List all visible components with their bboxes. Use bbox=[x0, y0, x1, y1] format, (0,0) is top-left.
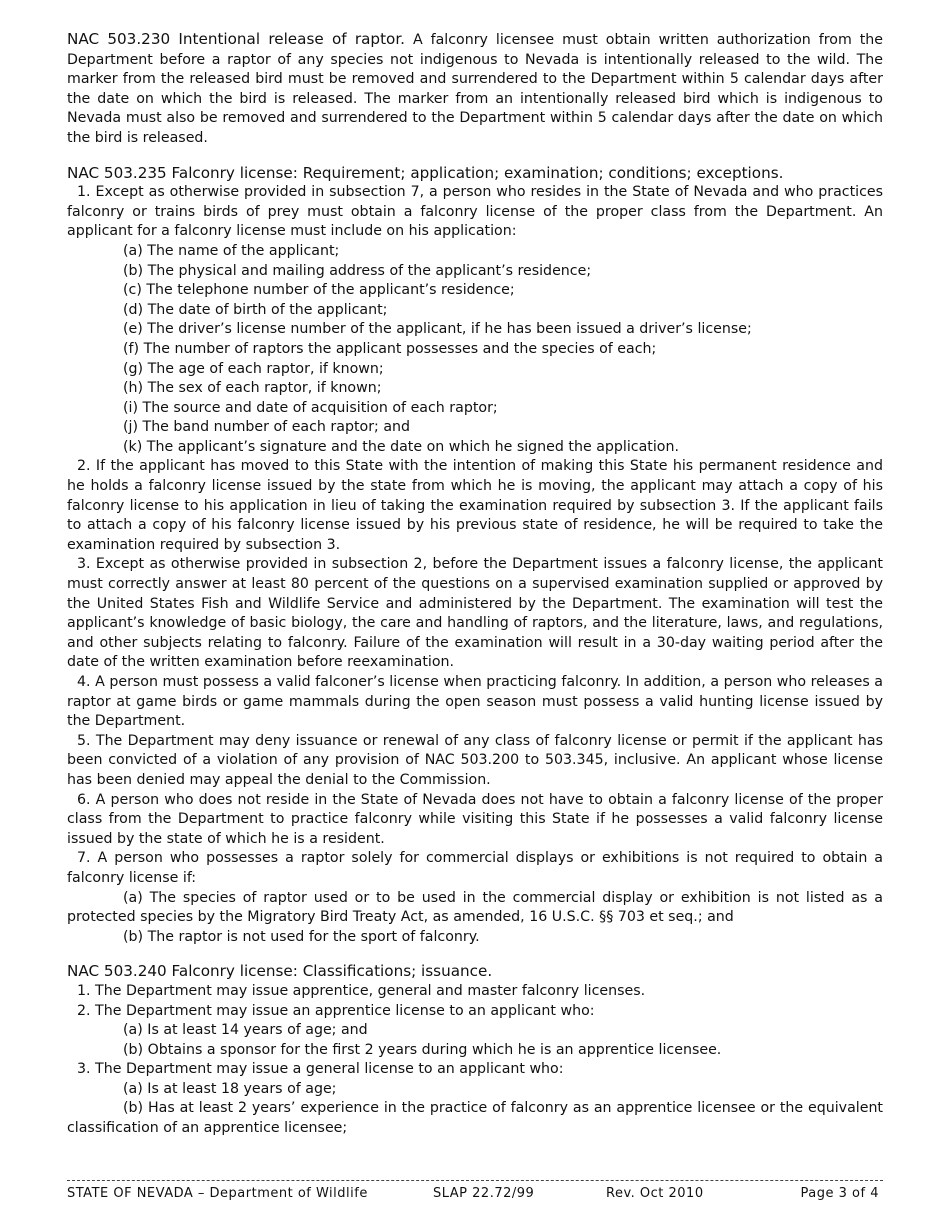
list-item: (a) The species of raptor used or to be used in the commercial display or exhibition is not listed as a protected species by the Migratory Bird Treaty Act, as amended, 16 U.S.C. §§ 703 et seq.; and bbox=[67, 889, 883, 926]
section-body: A falconry licensee must obtain written authorization from the Department before a raptor of any species not indigenous to Nevada is intentionally released to the wild. The marker from the released bird must be removed and surrendered to the Department within 5 calendar days after the date on which the bird is released. The marker from an intentionally released bird which is indigenous to Nevada must also be removed and surrendered to the Department within 5 calendar days after the date on which the bird is released. bbox=[67, 32, 883, 146]
subsection-6: 6. A person who does not reside in the State of Nevada does not have to obtain a falconry license of the proper class from the Department to practice falconry while visiting this State if he possesses a valid falconry license issued by the state of which he is a resident. bbox=[67, 791, 883, 847]
subsection-1: 1. Except as otherwise provided in subsection 7, a person who resides in the State of Nevada and who practices falconry or trains birds of prey must obtain a falconry license of the proper class from the Department. An applicant for a falconry license must include on his application: bbox=[67, 184, 883, 240]
list-item: (g) The age of each raptor, if known; bbox=[123, 360, 384, 377]
list-item: (i) The source and date of acquisition of each raptor; bbox=[123, 399, 498, 416]
section-503-230-text bbox=[67, 30, 883, 149]
footer-divider bbox=[67, 1180, 883, 1181]
subsection-2: 2. The Department may issue an apprentice license to an applicant who: bbox=[77, 1002, 595, 1019]
footer-revision: Rev. Oct 2010 bbox=[606, 1186, 704, 1201]
footer-agency: STATE OF NEVADA – Department of Wildlife bbox=[67, 1186, 368, 1201]
section-503-240 bbox=[67, 962, 883, 1138]
list-item: (b) The physical and mailing address of the applicant’s residence; bbox=[123, 262, 592, 279]
list-item: (d) The date of birth of the applicant; bbox=[123, 301, 388, 318]
footer-page-number: Page 3 of 4 bbox=[800, 1186, 879, 1201]
section-heading: NAC 503.235 Falconry license: Requirement; application; examination; conditions; exceptions. bbox=[67, 163, 784, 182]
list-item: (a) Is at least 14 years of age; and bbox=[123, 1022, 368, 1039]
page-footer bbox=[67, 1180, 883, 1201]
footer-code: SLAP 22.72/99 bbox=[433, 1186, 535, 1201]
page-content bbox=[67, 30, 883, 1139]
footer-row bbox=[67, 1183, 883, 1201]
subsection-4: 4. A person must possess a valid falconer’s license when practicing falconry. In addition, a person who releases a raptor at game birds or game mammals during the open season must possess a valid hunting license issued by the Department. bbox=[67, 674, 883, 730]
subsection-5: 5. The Department may deny issuance or renewal of any class of falconry license or permit if the applicant has been convicted of a violation of any provision of NAC 503.200 to 503.345, inclusive. An applicant whose license has been denied may appeal the denial to the Commission. bbox=[67, 732, 883, 788]
subsection-2: 2. If the applicant has moved to this State with the intention of making this State his permanent residence and he holds a falconry license issued by the state from which he is moving, the applicant may attach a copy of his falconry license to his application in lieu of taking the examination required by subsection 3. If the applicant fails to attach a copy of his falconry license issued by his previous state of residence, he will be required to take the examination required by subsection 3. bbox=[67, 458, 883, 553]
list-item: (f) The number of raptors the applicant possesses and the species of each; bbox=[123, 340, 657, 357]
subsection-1: 1. The Department may issue apprentice, general and master falconry licenses. bbox=[77, 982, 646, 999]
list-item: (b) The raptor is not used for the sport of falconry. bbox=[123, 928, 480, 945]
list-item: (a) The name of the applicant; bbox=[123, 242, 340, 259]
list-item: (a) Is at least 18 years of age; bbox=[123, 1080, 337, 1097]
list-item: (h) The sex of each raptor, if known; bbox=[123, 380, 382, 397]
list-item: (b) Obtains a sponsor for the first 2 years during which he is an apprentice licensee. bbox=[123, 1041, 722, 1058]
list-item: (e) The driver’s license number of the applicant, if he has been issued a driver’s license; bbox=[123, 321, 752, 338]
subsection-3: 3. Except as otherwise provided in subsection 2, before the Department issues a falconry license, the applicant must correctly answer at least 80 percent of the questions on a supervised examination supplied or approved by the United States Fish and Wildlife Service and administered by the Department. The examination will test the applicant’s knowledge of basic biology, the care and handling of raptors, and the literature, laws, and regulations, and other subjects relating to falconry. Failure of the examination will result in a 30-day waiting period after the date of the written examination before reexamination. bbox=[67, 556, 883, 671]
section-heading: NAC 503.230 Intentional release of raptor. bbox=[67, 30, 405, 48]
list-item: (c) The telephone number of the applicant’s residence; bbox=[123, 282, 515, 299]
subsection-3: 3. The Department may issue a general license to an applicant who: bbox=[77, 1061, 564, 1078]
section-503-235 bbox=[67, 164, 883, 948]
list-item: (b) Has at least 2 years’ experience in the practice of falconry as an apprentice licensee or the equivalent classification of an apprentice licensee; bbox=[67, 1100, 883, 1137]
list-item: (j) The band number of each raptor; and bbox=[123, 419, 411, 436]
section-heading: NAC 503.240 Falconry license: Classifications; issuance. bbox=[67, 962, 493, 981]
subsection-7: 7. A person who possesses a raptor solely for commercial displays or exhibitions is not required to obtain a falconry license if: bbox=[67, 850, 883, 886]
section-503-230 bbox=[67, 30, 883, 149]
list-item: (k) The applicant’s signature and the date on which he signed the application. bbox=[123, 438, 679, 455]
